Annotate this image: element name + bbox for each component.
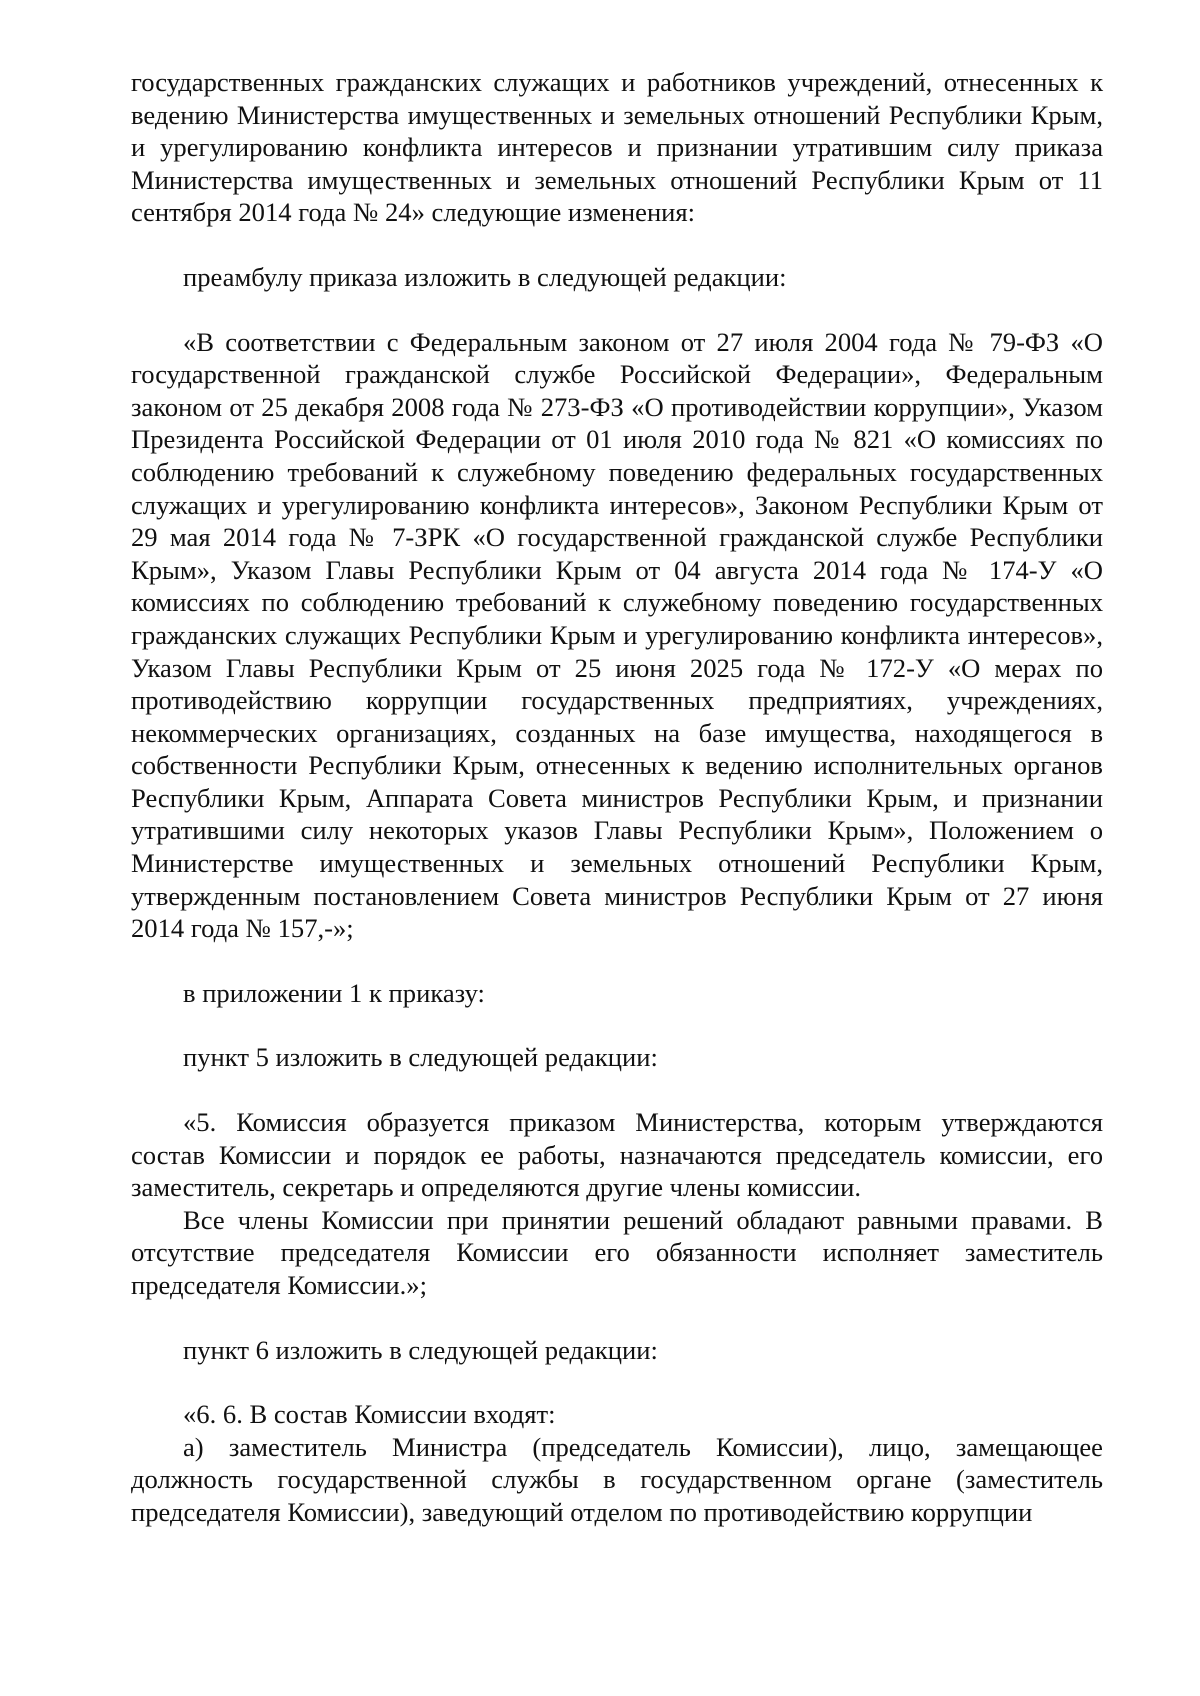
paragraph-item6-subitem-a: а) заместитель Министра (председатель Комиссии), лицо, замещающее должность государственной службы в государственном органе (заместитель председателя Комиссии), заведующий отделом по противодействию коррупции [131, 1431, 1103, 1527]
paragraph-preamble-text: «В соответствии с Федеральным законом от 27 июля 2004 года № 79-ФЗ «О государственной гражданской службе Российской Федерации», Федеральным законом от 25 декабря 2008 года № 273-ФЗ «О противодействии коррупции», Указом Президента Российской Федерации от 01 июля 2010 года № 821 «О комиссиях по соблюдению требований к служебному поведению федеральных государственных служащих и урегулированию конфликта интересов», Законом Республики Крым от 29 мая 2014 года № 7-ЗРК «О государственной гражданской службе Республики Крым», Указом Главы Республики Крым от 04 августа 2014 года № 174-У «О комиссиях по соблюдению требований к служебному поведению государственных гражданских служащих Республики Крым и урегулированию конфликта интересов», Указом Главы Республики Крым от 25 июня 2025 года № 172-У «О мерах по противодействию коррупции государственных предприятиях, учреждениях, некоммерческих организациях, созданных на базе имущества, находящегося в собственности Республики Крым, отнесенных к ведению исполнительных органов Республики Крым, Аппарата Совета министров Республики Крым, и признании утратившими силу некоторых указов Главы Республики Крым», Положением о Министерстве имущественных и земельных отношений Республики Крым, утвержденным постановлением Совета министров Республики Крым от 27 июня 2014 года № 157,-»; [131, 326, 1103, 944]
paragraph-item5-text: «5. Комиссия образуется приказом Министерства, которым утверждаются состав Комиссии и порядок ее работы, назначаются председатель комиссии, его заместитель, секретарь и определяются другие члены комиссии. [131, 1107, 1103, 1203]
paragraph-intro: государственных гражданских служащих и работников учреждений, отнесенных к ведению Министерства имущественных и земельных отношений Республики Крым, и урегулированию конфликта интересов и признании утратившим силу приказа Министерства имущественных и земельных отношений Республики Крым от 11 сентября 2014 года № 24» следующие изменения: [131, 67, 1103, 228]
paragraph-item6-heading: «6. 6. В состав Комиссии входят: [183, 1399, 556, 1430]
paragraph-item5-equal-rights: Все члены Комиссии при принятии решений обладают равными правами. В отсутствие председателя Комиссии его обязанности исполняет заместитель председателя Комиссии.»; [131, 1204, 1103, 1300]
document-page [131, 66, 1103, 1529]
paragraph-item5-instruction: пункт 5 изложить в следующей редакции: [183, 1042, 658, 1073]
paragraph-appendix-instruction: в приложении 1 к приказу: [183, 977, 485, 1008]
paragraph-item6-instruction: пункт 6 изложить в следующей редакции: [183, 1334, 658, 1365]
paragraph-preamble-instruction: преамбулу приказа изложить в следующей редакции: [183, 261, 787, 292]
